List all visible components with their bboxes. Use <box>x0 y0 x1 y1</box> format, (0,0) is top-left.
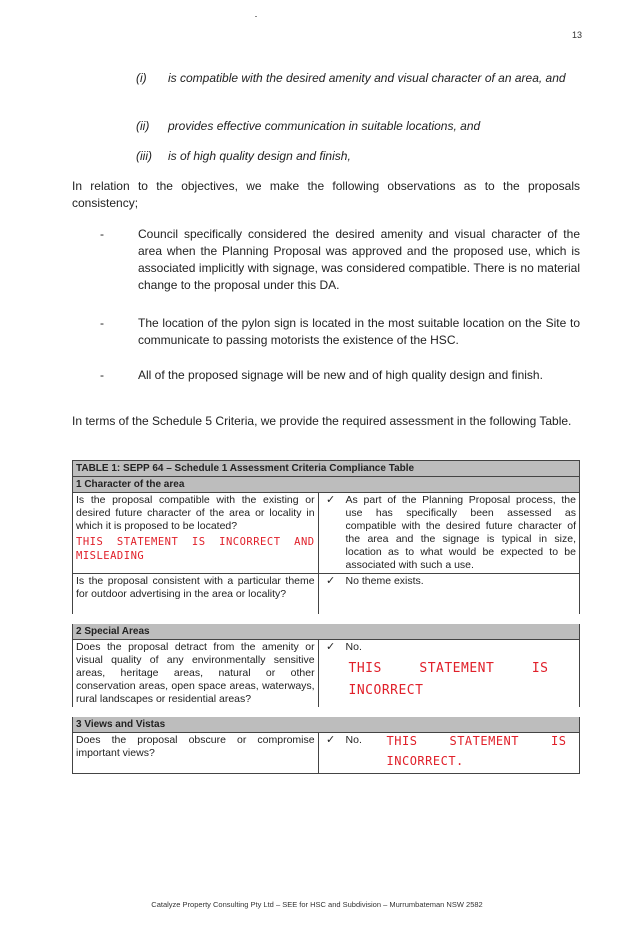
check-mark: ✓ <box>318 640 342 713</box>
check-mark: ✓ <box>318 574 342 620</box>
question-text: Is the proposal compatible with the existing or desired future character of the area or locality in which it is proposed to be located? <box>76 494 315 532</box>
handwritten-annotation: THIS STATEMENT IS INCORRECT AND MISLEADING <box>76 536 315 562</box>
intro-paragraph: In relation to the objectives, we make the following observations as to the proposals consistency; <box>72 179 580 210</box>
assessment-answer <box>343 733 580 774</box>
criterion-question: Does the proposal obscure or compromise important views? <box>73 733 319 774</box>
assessment-answer: As part of the Planning Proposal process, the use has specifically been assessed as compatible with the desired future character of the area and the signage is typical in size, location as to what would be expected to be associated with such a use. <box>343 493 580 574</box>
criterion-question <box>73 493 319 574</box>
bullet-dash: - <box>100 368 104 382</box>
bullet-text: All of the proposed signage will be new and of high quality design and finish. <box>138 368 543 382</box>
page-footer: Catalyze Property Consulting Pty Ltd – SEE for HSC and Subdivision – Murrumbateman NSW 2582 <box>151 900 483 909</box>
check-mark: ✓ <box>318 493 342 574</box>
section-heading: 2 Special Areas <box>73 619 580 640</box>
page-number: 13 <box>572 30 583 40</box>
assessment-answer: No theme exists. <box>343 574 580 620</box>
bullet-text: The location of the pylon sign is located in the most suitable location on the Site to communicate to passing motorists the existence of the HSC. <box>138 316 580 347</box>
criterion-text: provides effective communication in suitable locations, and <box>168 119 481 133</box>
criterion-text: is of high quality design and finish, <box>168 149 351 163</box>
handwritten-annotation: THIS STATEMENT IS INCORRECT. <box>386 734 567 768</box>
table-title: TABLE 1: SEPP 64 – Schedule 1 Assessment Criteria Compliance Table <box>73 461 580 477</box>
criterion-question: Does the proposal detract from the amenity or visual quality of any environmentally sensitive areas, heritage areas, natural or other conservation areas, open space areas, waterways, rural landscapes or residential areas? <box>73 640 319 713</box>
bullet-text: Council specifically considered the desired amenity and visual character of the area when the Planning Proposal was approved and the proposed use, which is associated implicitly with signage, was considered compatible. There is no material change to the proposal under this DA. <box>138 227 580 292</box>
bullet-dash: - <box>100 227 104 241</box>
section-heading: 1 Character of the area <box>73 477 580 493</box>
table-row <box>73 733 580 774</box>
table-row <box>73 493 580 574</box>
check-mark: ✓ <box>318 733 342 774</box>
criterion-question: Is the proposal consistent with a particular theme for outdoor advertising in the area or locality? <box>73 574 319 620</box>
criterion-text: is compatible with the desired amenity and visual character of an area, and <box>168 71 566 85</box>
table-row <box>73 640 580 713</box>
answer-text: No. <box>345 734 362 746</box>
criterion-number: (iii) <box>136 149 152 163</box>
scan-mark <box>255 16 257 17</box>
handwritten-annotation: THIS STATEMENT IS INCORRECT <box>348 661 549 698</box>
section-heading: 3 Views and Vistas <box>73 712 580 733</box>
schedule-intro-paragraph: In terms of the Schedule 5 Criteria, we provide the required assessment in the following Table. <box>72 414 572 428</box>
compliance-table <box>72 460 580 774</box>
criterion-number: (ii) <box>136 119 150 133</box>
table-row <box>73 574 580 620</box>
assessment-answer <box>343 640 580 713</box>
bullet-dash: - <box>100 316 104 330</box>
answer-text: No. <box>345 641 362 653</box>
criterion-number: (i) <box>136 71 147 85</box>
